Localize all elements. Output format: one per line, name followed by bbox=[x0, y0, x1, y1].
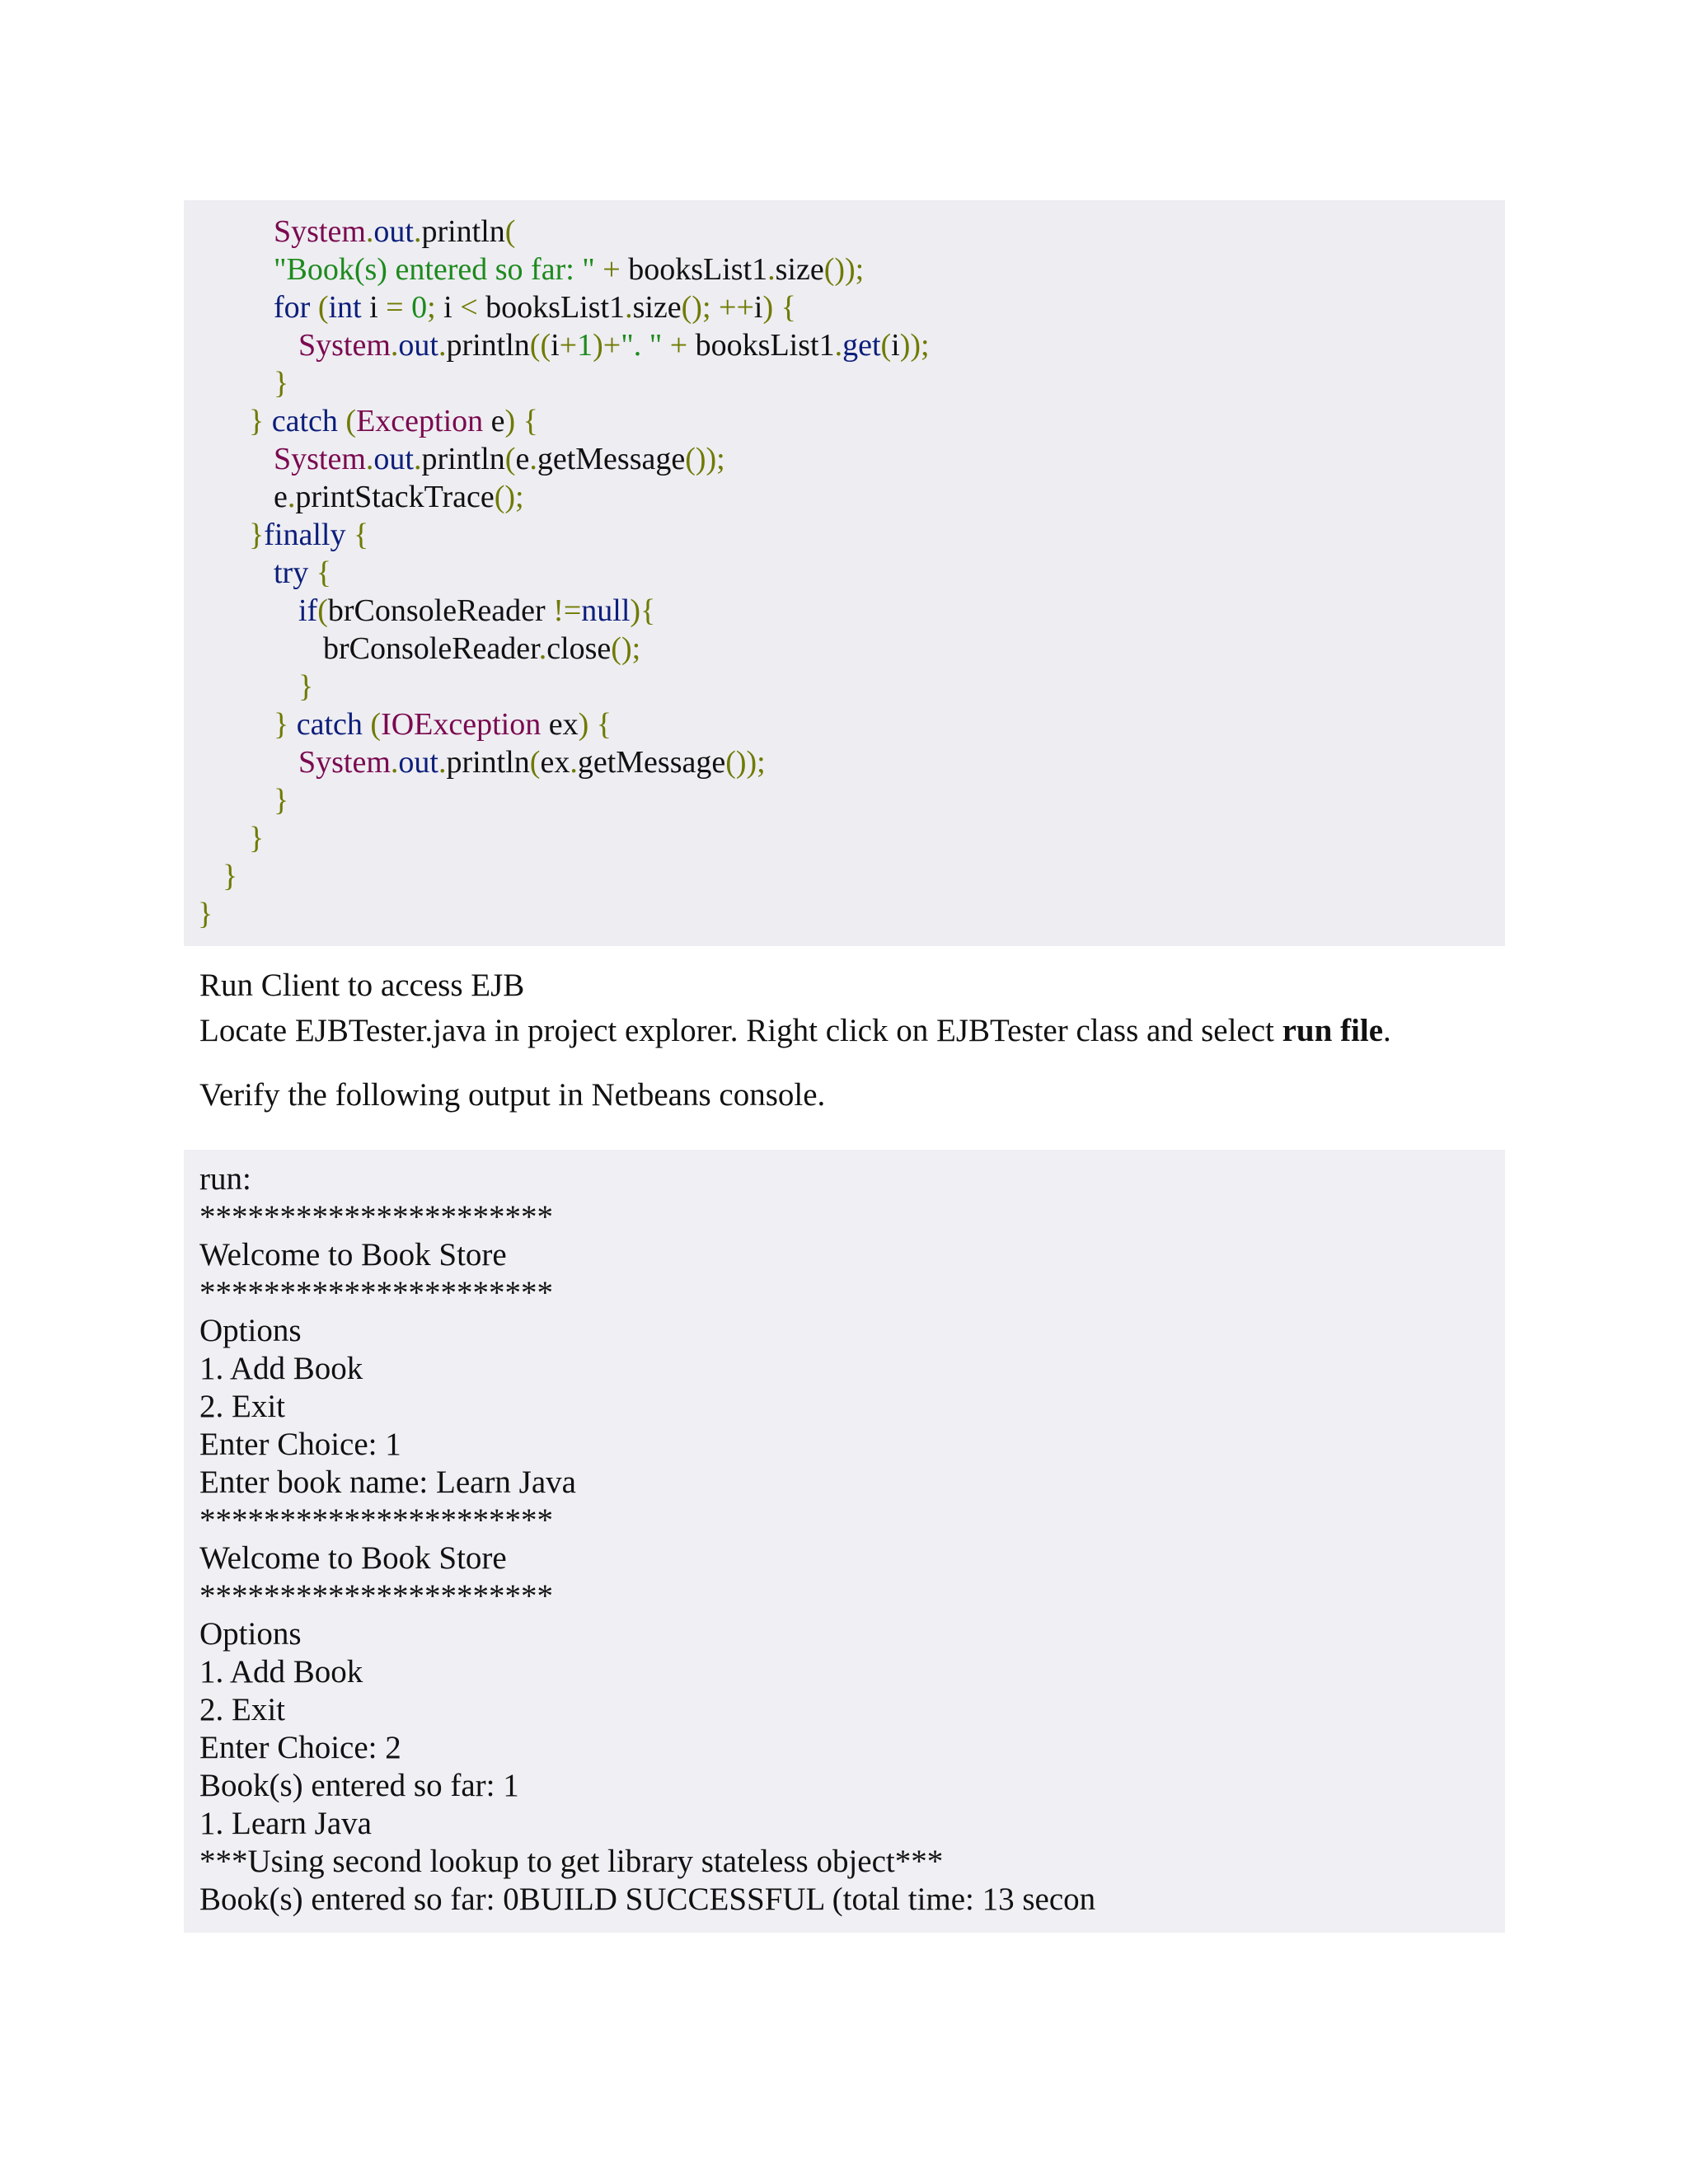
code-token: println bbox=[421, 442, 505, 476]
code-line bbox=[249, 402, 538, 440]
section-heading: Run Client to access EJB bbox=[199, 968, 525, 1003]
console-line: Welcome to Book Store bbox=[199, 1540, 507, 1576]
code-token: Exception bbox=[356, 404, 484, 438]
code-token: . bbox=[287, 480, 296, 514]
code-token: printStackTrace bbox=[295, 480, 495, 514]
code-token: = bbox=[386, 290, 412, 325]
instruction-paragraph bbox=[199, 1011, 1391, 1051]
code-token: System bbox=[274, 442, 366, 476]
code-token: System bbox=[298, 328, 391, 363]
code-token: println bbox=[421, 214, 505, 249]
console-line: 2. Exit bbox=[199, 1692, 285, 1727]
code-token: catch bbox=[296, 707, 363, 742]
code-token: < bbox=[460, 290, 486, 325]
code-token: } bbox=[298, 669, 314, 704]
code-token: + bbox=[662, 328, 696, 363]
code-line bbox=[274, 554, 331, 592]
code-token: . bbox=[529, 442, 537, 476]
instruction-text: Locate EJBTester.java in project explorer. Right click on EJBTester class and select bbox=[199, 1013, 1282, 1048]
code-token: IOException bbox=[381, 707, 542, 742]
code-token: System bbox=[298, 745, 391, 780]
code-token: { bbox=[345, 518, 369, 552]
code-token: . bbox=[365, 442, 374, 476]
code-token: ()); bbox=[685, 442, 725, 476]
code-token: getMessage bbox=[577, 745, 726, 780]
code-token: booksList1 bbox=[485, 290, 626, 325]
code-token: ex bbox=[541, 707, 579, 742]
code-token: e bbox=[274, 480, 288, 514]
code-token: } bbox=[198, 897, 213, 931]
code-token: . bbox=[538, 631, 547, 666]
code-token: i bbox=[891, 328, 900, 363]
code-line bbox=[274, 251, 864, 288]
console-line: Options bbox=[199, 1313, 302, 1348]
instruction-end: . bbox=[1383, 1013, 1391, 1048]
code-token: System bbox=[274, 214, 366, 249]
code-token: . bbox=[834, 328, 843, 363]
code-token: . bbox=[767, 252, 776, 287]
code-token: ) { bbox=[762, 290, 796, 325]
console-line: Options bbox=[199, 1616, 302, 1652]
code-token: int bbox=[328, 290, 362, 325]
code-line bbox=[274, 288, 796, 326]
console-line: Enter Choice: 2 bbox=[199, 1730, 401, 1765]
console-line: 1. Add Book bbox=[199, 1351, 363, 1386]
console-line: ********************** bbox=[199, 1578, 553, 1614]
code-token: . bbox=[625, 290, 633, 325]
code-token: ( bbox=[880, 328, 892, 363]
code-token: } bbox=[274, 783, 289, 818]
code-token: (); bbox=[494, 480, 524, 514]
code-token: "Book(s) entered so far: " bbox=[274, 252, 595, 287]
console-output bbox=[184, 1150, 1505, 1933]
code-token: . bbox=[570, 745, 578, 780]
code-token: booksList1 bbox=[695, 328, 835, 363]
code-line bbox=[274, 478, 524, 516]
code-token: null bbox=[581, 593, 631, 628]
verify-paragraph: Verify the following output in Netbeans console. bbox=[199, 1077, 826, 1113]
code-token: try bbox=[274, 555, 309, 590]
code-token: + bbox=[594, 252, 629, 287]
console-line: 1. Learn Java bbox=[199, 1806, 372, 1841]
code-token: } bbox=[249, 518, 265, 552]
code-line bbox=[274, 781, 288, 819]
code-token: out bbox=[398, 745, 438, 780]
code-token: size bbox=[632, 290, 682, 325]
code-token: finally bbox=[264, 518, 346, 552]
console-line: 2. Exit bbox=[199, 1389, 285, 1424]
code-token: . bbox=[413, 442, 422, 476]
code-token: . bbox=[413, 214, 422, 249]
code-token: } bbox=[249, 821, 265, 855]
code-token: ) { bbox=[578, 707, 612, 742]
console-line: Book(s) entered so far: 1 bbox=[199, 1768, 519, 1803]
code-token: { bbox=[308, 555, 331, 590]
code-line bbox=[274, 213, 515, 251]
instruction-emphasis: run file bbox=[1282, 1013, 1384, 1048]
code-token: catch bbox=[271, 404, 338, 438]
code-token: println bbox=[446, 745, 530, 780]
code-token: close bbox=[546, 631, 612, 666]
code-line bbox=[274, 364, 288, 402]
code-token: brConsoleReader bbox=[327, 593, 554, 628]
code-snippet bbox=[184, 200, 1505, 946]
console-line: Book(s) entered so far: 0BUILD SUCCESSFUL (total time: 13 secon bbox=[199, 1882, 1096, 1917]
code-token: ( bbox=[504, 442, 516, 476]
code-token: (); bbox=[611, 631, 641, 666]
code-token: != bbox=[553, 593, 582, 628]
code-token: } bbox=[223, 859, 238, 893]
code-token: 1 bbox=[577, 328, 593, 363]
console-line: Welcome to Book Store bbox=[199, 1237, 507, 1272]
code-line bbox=[249, 516, 368, 554]
code-token: . bbox=[438, 745, 447, 780]
code-token: (); ++ bbox=[681, 290, 754, 325]
code-line bbox=[298, 668, 313, 705]
code-line bbox=[323, 630, 640, 668]
code-token: ; bbox=[427, 290, 444, 325]
console-line: ********************** bbox=[199, 1199, 553, 1235]
console-line: ********************** bbox=[199, 1275, 553, 1310]
code-token: + bbox=[559, 328, 578, 363]
code-line bbox=[223, 857, 237, 895]
console-line: ********************** bbox=[199, 1502, 553, 1538]
code-token: ( bbox=[337, 404, 357, 438]
code-line bbox=[249, 819, 264, 857]
console-line: run: bbox=[199, 1161, 251, 1197]
code-token: out bbox=[398, 328, 438, 363]
code-token: e bbox=[515, 442, 530, 476]
code-token: for bbox=[274, 290, 311, 325]
code-token: )+ bbox=[593, 328, 621, 363]
code-token: ( bbox=[529, 745, 541, 780]
code-token: )); bbox=[899, 328, 930, 363]
code-token: ) { bbox=[504, 404, 538, 438]
code-token: (( bbox=[529, 328, 551, 363]
code-token: booksList1 bbox=[628, 252, 768, 287]
code-token: ( bbox=[310, 290, 329, 325]
code-line bbox=[298, 326, 930, 364]
code-token: ex bbox=[540, 745, 570, 780]
code-token: ()); bbox=[823, 252, 865, 287]
console-line: Enter book name: Learn Java bbox=[199, 1465, 576, 1500]
code-token: i bbox=[361, 290, 387, 325]
code-token: ){ bbox=[630, 593, 656, 628]
code-token: size bbox=[775, 252, 824, 287]
code-token: println bbox=[446, 328, 530, 363]
code-line bbox=[274, 705, 612, 743]
code-line bbox=[298, 592, 655, 630]
code-token: } bbox=[249, 404, 272, 438]
code-token: . bbox=[390, 745, 399, 780]
code-token: ( bbox=[504, 214, 516, 249]
code-line bbox=[198, 895, 213, 933]
code-token: 0 bbox=[411, 290, 428, 325]
code-token: } bbox=[274, 707, 297, 742]
code-line bbox=[298, 743, 766, 781]
code-token: e bbox=[483, 404, 505, 438]
code-token: ()); bbox=[725, 745, 766, 780]
code-line bbox=[274, 440, 725, 478]
code-token: out bbox=[373, 214, 414, 249]
code-token: brConsoleReader bbox=[323, 631, 539, 666]
code-token: i bbox=[551, 328, 560, 363]
console-line: ***Using second lookup to get library stateless object*** bbox=[199, 1844, 944, 1879]
code-token: if bbox=[298, 593, 318, 628]
code-token: out bbox=[373, 442, 414, 476]
code-token: . bbox=[365, 214, 374, 249]
console-line: Enter Choice: 1 bbox=[199, 1427, 401, 1462]
code-token: . bbox=[390, 328, 399, 363]
code-token: ( bbox=[362, 707, 382, 742]
code-token: ". " bbox=[621, 328, 663, 363]
code-token: ( bbox=[317, 593, 328, 628]
code-token: getMessage bbox=[537, 442, 686, 476]
code-token: i bbox=[443, 290, 461, 325]
code-token: } bbox=[274, 366, 289, 401]
code-token: . bbox=[438, 328, 447, 363]
code-token: get bbox=[842, 328, 881, 363]
code-token: i bbox=[753, 290, 763, 325]
console-line: 1. Add Book bbox=[199, 1654, 363, 1690]
